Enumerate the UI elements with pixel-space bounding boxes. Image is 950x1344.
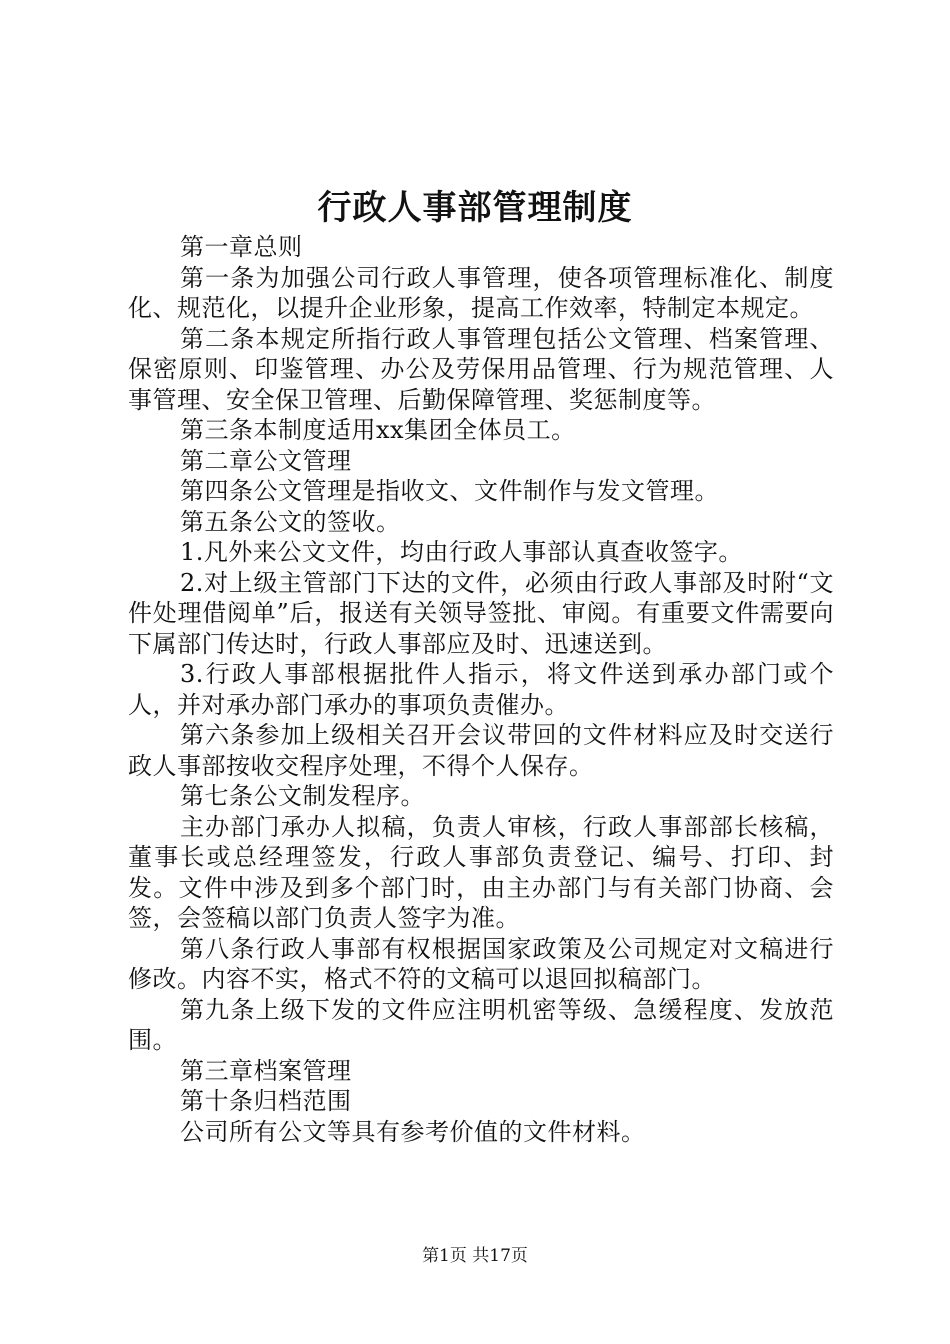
document-body (128, 232, 834, 1147)
article-paragraph: 第七条公文制发程序。 (180, 782, 425, 810)
document-title: 行政人事部管理制度 (317, 188, 633, 228)
article-paragraph: 第二条本规定所指行政人事管理包括公文管理、档案管理、保密原则、印鉴管理、办公及劳保用品管理、行为规范管理、人事管理、安全保卫管理、后勤保障管理、奖惩制度等。 (128, 324, 834, 414)
article-paragraph: 第三条本制度适用xx集团全体员工。 (180, 416, 576, 444)
list-item: 2.对上级主管部门下达的文件，必须由行政人事部及时附“文件处理借阅单”后，报送有关领导签批、审阅。有重要文件需要向下属部门传达时，行政人事部应及时、迅速送到。 (128, 568, 834, 658)
article-paragraph: 第九条上级下发的文件应注明机密等级、急缓程度、发放范围。 (128, 995, 834, 1054)
article-paragraph: 第六条参加上级相关召开会议带回的文件材料应及时交送行政人事部按收交程序处理，不得个人保存。 (128, 721, 834, 780)
chapter-heading: 第二章公文管理 (180, 446, 352, 475)
list-item: 1.凡外来公文文件，均由行政人事部认真查收签字。 (180, 538, 743, 566)
chapter-heading: 第三章档案管理 (180, 1056, 352, 1085)
article-paragraph: 第八条行政人事部有权根据国家政策及公司规定对文稿进行修改。内容不实，格式不符的文稿可以退回拟稿部门。 (128, 934, 834, 993)
body-paragraph: 主办部门承办人拟稿，负责人审核，行政人事部部长核稿，董事长或总经理签发，行政人事部负责登记、编号、打印、封发。文件中涉及到多个部门时，由主办部门与有关部门协商、会签，会签稿以部门负责人签字为准。 (128, 812, 834, 932)
article-paragraph: 第四条公文管理是指收文、文件制作与发文管理。 (180, 477, 719, 505)
body-paragraph: 公司所有公文等具有参考价值的文件材料。 (180, 1117, 646, 1146)
list-item: 3.行政人事部根据批件人指示，将文件送到承办部门或个人，并对承办部门承办的事项负责催办。 (128, 660, 834, 719)
article-paragraph: 第一条为加强公司行政人事管理，使各项管理标准化、制度化、规范化，以提升企业形象，提高工作效率，特制定本规定。 (128, 263, 834, 322)
article-paragraph: 第十条归档范围 (180, 1087, 352, 1115)
page-footer: 第1页 共17页 (422, 1246, 528, 1266)
article-paragraph: 第五条公文的签收。 (180, 507, 401, 536)
chapter-heading: 第一章总则 (180, 233, 303, 261)
